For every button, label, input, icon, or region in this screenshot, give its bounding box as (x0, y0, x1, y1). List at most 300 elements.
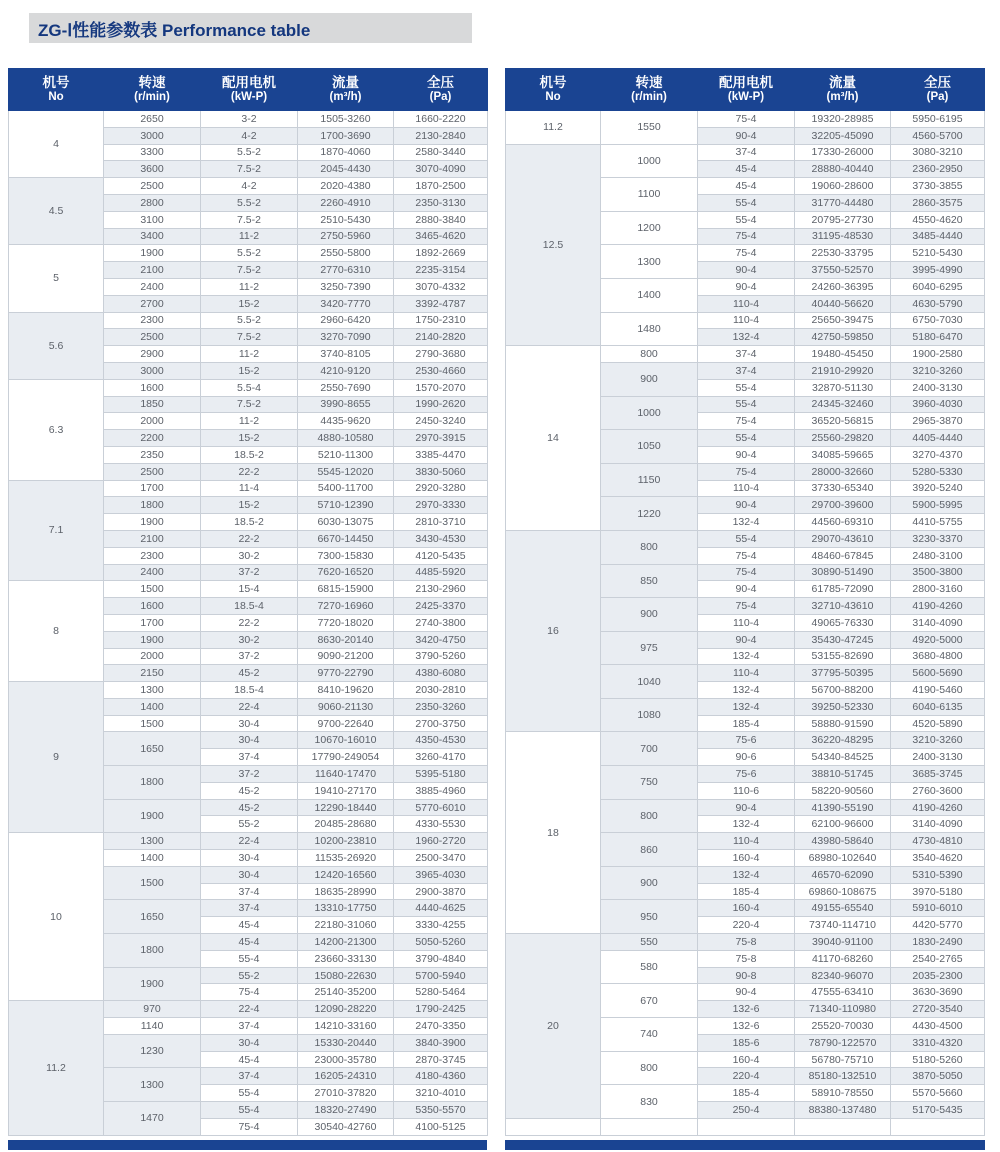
speed-cell: 1900 (104, 631, 201, 648)
speed-cell: 1500 (104, 866, 201, 900)
pressure-cell: 4560-5700 (891, 127, 985, 144)
table-row (9, 379, 488, 396)
speed-cell: 1900 (104, 514, 201, 531)
flow-cell: 31195-48530 (795, 228, 891, 245)
motor-cell: 37-4 (698, 144, 795, 161)
motor-cell: 37-4 (698, 346, 795, 363)
table-row (9, 245, 488, 262)
motor-cell: 90-4 (698, 581, 795, 598)
pressure-cell: 2350-3130 (394, 194, 488, 211)
motor-cell: 90-4 (698, 278, 795, 295)
pressure-cell: 5700-5940 (394, 967, 488, 984)
flow-cell: 46570-62090 (795, 866, 891, 883)
speed-cell: 1400 (104, 850, 201, 867)
pressure-cell: 3685-3745 (891, 766, 985, 783)
pressure-cell (891, 1118, 985, 1135)
motor-cell: 7.5-2 (201, 396, 298, 413)
motor-cell: 7.5-2 (201, 211, 298, 228)
pressure-cell: 3140-4090 (891, 816, 985, 833)
page-title: ZG-Ⅰ性能参数表 Performance table (38, 20, 311, 40)
speed-cell: 1080 (601, 698, 698, 732)
motor-cell: 5.5-2 (201, 245, 298, 262)
flow-cell: 13310-17750 (298, 900, 394, 917)
pressure-cell: 1790-2425 (394, 1001, 488, 1018)
pressure-cell: 2235-3154 (394, 262, 488, 279)
pressure-cell: 4380-6080 (394, 665, 488, 682)
speed-cell: 1000 (601, 144, 698, 178)
flow-cell: 32870-51130 (795, 379, 891, 396)
pressure-cell: 3920-5240 (891, 480, 985, 497)
flow-cell: 36220-48295 (795, 732, 891, 749)
pressure-cell: 1870-2500 (394, 178, 488, 195)
motor-cell: 30-2 (201, 547, 298, 564)
table-row (9, 312, 488, 329)
flow-cell: 14200-21300 (298, 934, 394, 951)
motor-cell: 37-2 (201, 766, 298, 783)
pressure-cell: 5210-5430 (891, 245, 985, 262)
motor-cell: 37-2 (201, 648, 298, 665)
speed-cell: 1220 (601, 497, 698, 531)
pressure-cell: 1990-2620 (394, 396, 488, 413)
pressure-cell: 3965-4030 (394, 866, 488, 883)
pressure-cell: 4330-5530 (394, 816, 488, 833)
motor-cell: 185-4 (698, 715, 795, 732)
motor-cell: 3-2 (201, 111, 298, 128)
speed-cell: 700 (601, 732, 698, 766)
motor-cell: 7.5-2 (201, 161, 298, 178)
table-row (506, 530, 985, 547)
flow-cell: 12420-16560 (298, 866, 394, 883)
col-header-motor (698, 69, 795, 111)
machine-no-cell: 11.2 (506, 111, 601, 145)
speed-cell: 1300 (601, 245, 698, 279)
flow-cell: 58220-90560 (795, 782, 891, 799)
motor-cell: 15-2 (201, 295, 298, 312)
motor-cell: 5.5-2 (201, 144, 298, 161)
col-header-no (9, 69, 104, 111)
pressure-cell: 1830-2490 (891, 934, 985, 951)
table-row (506, 346, 985, 363)
table-row (9, 178, 488, 195)
motor-cell: 11-2 (201, 346, 298, 363)
col-header-flow-label: 流量 (332, 74, 359, 90)
flow-cell: 23660-33130 (298, 950, 394, 967)
flow-cell: 27010-37820 (298, 1085, 394, 1102)
motor-cell: 75-4 (698, 463, 795, 480)
motor-cell: 37-4 (201, 1018, 298, 1035)
pressure-cell: 4180-4360 (394, 1068, 488, 1085)
machine-no-cell: 5.6 (9, 312, 104, 379)
pressure-cell: 2760-3600 (891, 782, 985, 799)
col-header-no-unit: No (545, 91, 561, 104)
col-header-motor (201, 69, 298, 111)
motor-cell: 132-4 (698, 698, 795, 715)
pressure-cell: 2450-3240 (394, 413, 488, 430)
pressure-cell: 4630-5790 (891, 295, 985, 312)
flow-cell: 7270-16960 (298, 598, 394, 615)
motor-cell: 55-2 (201, 816, 298, 833)
pressure-cell: 2800-3160 (891, 581, 985, 598)
flow-cell: 4435-9620 (298, 413, 394, 430)
speed-cell: 1550 (601, 111, 698, 145)
flow-cell: 9090-21200 (298, 648, 394, 665)
motor-cell: 110-6 (698, 782, 795, 799)
pressure-cell: 6750-7030 (891, 312, 985, 329)
pressure-cell: 1892-2669 (394, 245, 488, 262)
table-row (506, 144, 985, 161)
pressure-cell: 3730-3855 (891, 178, 985, 195)
speed-cell: 550 (601, 934, 698, 951)
flow-cell: 71340-110980 (795, 1001, 891, 1018)
flow-cell: 73740-114710 (795, 917, 891, 934)
pressure-cell: 2700-3750 (394, 715, 488, 732)
pressure-cell: 2970-3330 (394, 497, 488, 514)
flow-cell: 21910-29920 (795, 362, 891, 379)
machine-no-cell: 9 (9, 682, 104, 833)
motor-cell: 110-4 (698, 614, 795, 631)
speed-cell: 3300 (104, 144, 201, 161)
pressure-cell: 5350-5570 (394, 1102, 488, 1119)
flow-cell: 16205-24310 (298, 1068, 394, 1085)
speed-cell: 1600 (104, 379, 201, 396)
flow-cell: 3270-7090 (298, 329, 394, 346)
speed-cell: 1650 (104, 732, 201, 766)
motor-cell: 132-4 (698, 648, 795, 665)
flow-cell: 2750-5960 (298, 228, 394, 245)
flow-cell: 37550-52570 (795, 262, 891, 279)
flow-cell: 32205-45090 (795, 127, 891, 144)
pressure-cell: 2500-3470 (394, 850, 488, 867)
motor-cell: 110-4 (698, 295, 795, 312)
motor-cell: 30-4 (201, 715, 298, 732)
flow-cell: 20795-27730 (795, 211, 891, 228)
motor-cell: 75-4 (698, 598, 795, 615)
speed-cell: 800 (601, 799, 698, 833)
pressure-cell: 3260-4170 (394, 749, 488, 766)
pressure-cell: 3070-4090 (394, 161, 488, 178)
flow-cell: 58880-91590 (795, 715, 891, 732)
motor-cell: 37-4 (201, 749, 298, 766)
flow-cell: 11535-26920 (298, 850, 394, 867)
pressure-cell: 2900-3870 (394, 883, 488, 900)
flow-cell: 38810-51745 (795, 766, 891, 783)
speed-cell: 2300 (104, 547, 201, 564)
motor-cell: 75-8 (698, 934, 795, 951)
col-header-speed (104, 69, 201, 111)
motor-cell: 160-4 (698, 1051, 795, 1068)
pressure-cell: 2810-3710 (394, 514, 488, 531)
pressure-cell: 5310-5390 (891, 866, 985, 883)
motor-cell: 220-4 (698, 1068, 795, 1085)
speed-cell: 580 (601, 950, 698, 984)
pressure-cell: 5170-5435 (891, 1102, 985, 1119)
flow-cell: 56780-75710 (795, 1051, 891, 1068)
pressure-cell: 3140-4090 (891, 614, 985, 631)
pressure-cell: 2425-3370 (394, 598, 488, 615)
motor-cell: 5.5-2 (201, 312, 298, 329)
motor-cell: 75-8 (698, 950, 795, 967)
motor-cell: 75-4 (698, 564, 795, 581)
flow-cell: 17330-26000 (795, 144, 891, 161)
motor-cell: 30-4 (201, 866, 298, 883)
flow-cell: 68980-102640 (795, 850, 891, 867)
motor-cell: 15-2 (201, 362, 298, 379)
pressure-cell: 2580-3440 (394, 144, 488, 161)
col-header-flow-unit: (m³/h) (329, 91, 362, 104)
motor-cell: 37-4 (201, 883, 298, 900)
flow-cell: 42750-59850 (795, 329, 891, 346)
motor-cell: 45-4 (201, 934, 298, 951)
motor-cell: 18.5-4 (201, 682, 298, 699)
flow-cell: 39040-91100 (795, 934, 891, 951)
flow-cell: 18320-27490 (298, 1102, 394, 1119)
pressure-cell: 3840-3900 (394, 1034, 488, 1051)
flow-cell: 3990-8655 (298, 396, 394, 413)
col-header-pressure-unit: (Pa) (926, 91, 949, 104)
flow-cell: 25560-29820 (795, 430, 891, 447)
machine-no-cell: 8 (9, 581, 104, 682)
speed-cell: 2400 (104, 278, 201, 295)
speed-cell: 3600 (104, 161, 201, 178)
speed-cell: 970 (104, 1001, 201, 1018)
motor-cell: 75-6 (698, 732, 795, 749)
col-header-flow-label: 流量 (829, 74, 856, 90)
flow-cell: 3250-7390 (298, 278, 394, 295)
speed-cell: 1400 (601, 278, 698, 312)
motor-cell: 185-4 (698, 1085, 795, 1102)
speed-cell: 1200 (601, 211, 698, 245)
speed-cell: 860 (601, 833, 698, 867)
speed-cell: 1400 (104, 698, 201, 715)
flow-cell: 6815-15900 (298, 581, 394, 598)
motor-cell: 7.5-2 (201, 262, 298, 279)
col-header-motor-unit: (kW-P) (727, 91, 765, 104)
machine-no-cell: 7.1 (9, 480, 104, 581)
pressure-cell: 4190-5460 (891, 682, 985, 699)
flow-cell: 10670-16010 (298, 732, 394, 749)
pressure-cell: 2860-3575 (891, 194, 985, 211)
flow-cell: 20485-28680 (298, 816, 394, 833)
flow-cell: 30890-51490 (795, 564, 891, 581)
col-header-no (506, 69, 601, 111)
pressure-cell: 4405-4440 (891, 430, 985, 447)
speed-cell: 1600 (104, 598, 201, 615)
flow-cell: 29700-39600 (795, 497, 891, 514)
title-bar (29, 13, 472, 43)
motor-cell: 15-4 (201, 581, 298, 598)
speed-cell: 1230 (104, 1034, 201, 1068)
speed-cell: 2500 (104, 329, 201, 346)
motor-cell: 5.5-4 (201, 379, 298, 396)
speed-cell: 3000 (104, 127, 201, 144)
motor-cell: 55-4 (698, 530, 795, 547)
flow-cell: 1870-4060 (298, 144, 394, 161)
flow-cell: 32710-43610 (795, 598, 891, 615)
pressure-cell: 2350-3260 (394, 698, 488, 715)
pressure-cell: 4520-5890 (891, 715, 985, 732)
motor-cell: 132-4 (698, 816, 795, 833)
pressure-cell: 4730-4810 (891, 833, 985, 850)
table-row (9, 1001, 488, 1018)
pressure-cell: 6040-6295 (891, 278, 985, 295)
speed-cell: 740 (601, 1018, 698, 1052)
flow-cell: 62100-96600 (795, 816, 891, 833)
motor-cell: 45-2 (201, 799, 298, 816)
speed-cell: 3100 (104, 211, 201, 228)
motor-cell: 55-4 (201, 950, 298, 967)
flow-cell: 22180-31060 (298, 917, 394, 934)
machine-no-cell: 4 (9, 111, 104, 178)
pressure-cell: 3830-5060 (394, 463, 488, 480)
flow-cell: 82340-96070 (795, 967, 891, 984)
flow-cell: 9700-22640 (298, 715, 394, 732)
pressure-cell: 2140-2820 (394, 329, 488, 346)
pressure-cell: 3500-3800 (891, 564, 985, 581)
pressure-cell: 1660-2220 (394, 111, 488, 128)
pressure-cell: 3870-5050 (891, 1068, 985, 1085)
flow-cell: 56700-88200 (795, 682, 891, 699)
performance-table-right (505, 68, 985, 1136)
flow-cell (795, 1118, 891, 1135)
speed-cell: 950 (601, 900, 698, 934)
machine-no-cell: 6.3 (9, 379, 104, 480)
speed-cell: 850 (601, 564, 698, 598)
flow-cell: 22530-33795 (795, 245, 891, 262)
speed-cell: 2400 (104, 564, 201, 581)
flow-cell: 4880-10580 (298, 430, 394, 447)
table-row (506, 1118, 985, 1135)
flow-cell: 28880-40440 (795, 161, 891, 178)
flow-cell: 39250-52330 (795, 698, 891, 715)
pressure-cell: 5395-5180 (394, 766, 488, 783)
speed-cell: 1300 (104, 1068, 201, 1102)
pressure-cell: 2540-2765 (891, 950, 985, 967)
flow-cell: 34085-59665 (795, 446, 891, 463)
motor-cell: 45-4 (698, 178, 795, 195)
motor-cell: 37-4 (201, 900, 298, 917)
speed-cell: 1800 (104, 934, 201, 968)
table-row (506, 934, 985, 951)
motor-cell: 22-4 (201, 698, 298, 715)
flow-cell: 28000-32660 (795, 463, 891, 480)
motor-cell: 90-4 (698, 127, 795, 144)
pressure-cell: 3465-4620 (394, 228, 488, 245)
flow-cell: 15330-20440 (298, 1034, 394, 1051)
motor-cell: 18.5-2 (201, 514, 298, 531)
speed-cell (601, 1118, 698, 1135)
motor-cell: 110-4 (698, 312, 795, 329)
motor-cell: 22-4 (201, 833, 298, 850)
pressure-cell: 5180-6470 (891, 329, 985, 346)
motor-cell: 55-4 (201, 1102, 298, 1119)
flow-cell: 2045-4430 (298, 161, 394, 178)
speed-cell: 1700 (104, 480, 201, 497)
flow-cell: 61785-72090 (795, 581, 891, 598)
pressure-cell: 4550-4620 (891, 211, 985, 228)
pressure-cell: 4430-4500 (891, 1018, 985, 1035)
speed-cell: 2650 (104, 111, 201, 128)
motor-cell: 90-4 (698, 984, 795, 1001)
speed-cell: 800 (601, 1051, 698, 1085)
speed-cell: 2900 (104, 346, 201, 363)
motor-cell: 185-6 (698, 1034, 795, 1051)
flow-cell: 49155-65540 (795, 900, 891, 917)
speed-cell: 670 (601, 984, 698, 1018)
motor-cell: 55-4 (698, 194, 795, 211)
motor-cell: 90-4 (698, 497, 795, 514)
motor-cell: 11-4 (201, 480, 298, 497)
motor-cell: 55-4 (201, 1085, 298, 1102)
flow-cell: 4210-9120 (298, 362, 394, 379)
pressure-cell: 2790-3680 (394, 346, 488, 363)
pressure-cell: 3210-4010 (394, 1085, 488, 1102)
motor-cell: 160-4 (698, 900, 795, 917)
footer-bar-right (505, 1140, 985, 1150)
speed-cell: 1800 (104, 497, 201, 514)
motor-cell: 90-4 (698, 631, 795, 648)
flow-cell: 41170-68260 (795, 950, 891, 967)
pressure-cell: 3330-4255 (394, 917, 488, 934)
pressure-cell: 2970-3915 (394, 430, 488, 447)
motor-cell: 220-4 (698, 917, 795, 934)
flow-cell: 48460-67845 (795, 547, 891, 564)
motor-cell: 110-4 (698, 480, 795, 497)
flow-cell: 24260-36395 (795, 278, 891, 295)
flow-cell: 7720-18020 (298, 614, 394, 631)
performance-table-left (8, 68, 488, 1136)
motor-cell: 22-2 (201, 463, 298, 480)
col-header-speed-unit: (r/min) (631, 91, 667, 104)
pressure-cell: 3310-4320 (891, 1034, 985, 1051)
pressure-cell: 3885-4960 (394, 782, 488, 799)
speed-cell: 3000 (104, 362, 201, 379)
flow-cell: 1505-3260 (298, 111, 394, 128)
flow-cell: 49065-76330 (795, 614, 891, 631)
pressure-cell: 4420-5770 (891, 917, 985, 934)
motor-cell: 250-4 (698, 1102, 795, 1119)
machine-no-cell (506, 1118, 601, 1135)
speed-cell: 1900 (104, 245, 201, 262)
motor-cell: 4-2 (201, 178, 298, 195)
motor-cell: 55-2 (201, 967, 298, 984)
motor-cell: 15-2 (201, 497, 298, 514)
pressure-cell: 5280-5330 (891, 463, 985, 480)
flow-cell: 7300-15830 (298, 547, 394, 564)
col-header-no-label: 机号 (42, 74, 70, 90)
speed-cell: 1900 (104, 799, 201, 833)
speed-cell: 800 (601, 346, 698, 363)
motor-cell: 75-4 (698, 245, 795, 262)
flow-cell: 8410-19620 (298, 682, 394, 699)
pressure-cell: 4190-4260 (891, 598, 985, 615)
motor-cell: 90-4 (698, 262, 795, 279)
pressure-cell: 3630-3690 (891, 984, 985, 1001)
flow-cell: 3740-8105 (298, 346, 394, 363)
motor-cell: 132-4 (698, 514, 795, 531)
col-header-speed-label: 转速 (138, 74, 166, 90)
speed-cell: 1140 (104, 1018, 201, 1035)
pressure-cell: 2740-3800 (394, 614, 488, 631)
motor-cell: 11-2 (201, 278, 298, 295)
flow-cell: 54340-84525 (795, 749, 891, 766)
col-header-flow (298, 69, 394, 111)
pressure-cell: 2035-2300 (891, 967, 985, 984)
motor-cell: 75-4 (698, 228, 795, 245)
flow-cell: 10200-23810 (298, 833, 394, 850)
flow-cell: 9770-22790 (298, 665, 394, 682)
motor-cell: 18.5-4 (201, 598, 298, 615)
machine-no-cell: 10 (9, 833, 104, 1001)
